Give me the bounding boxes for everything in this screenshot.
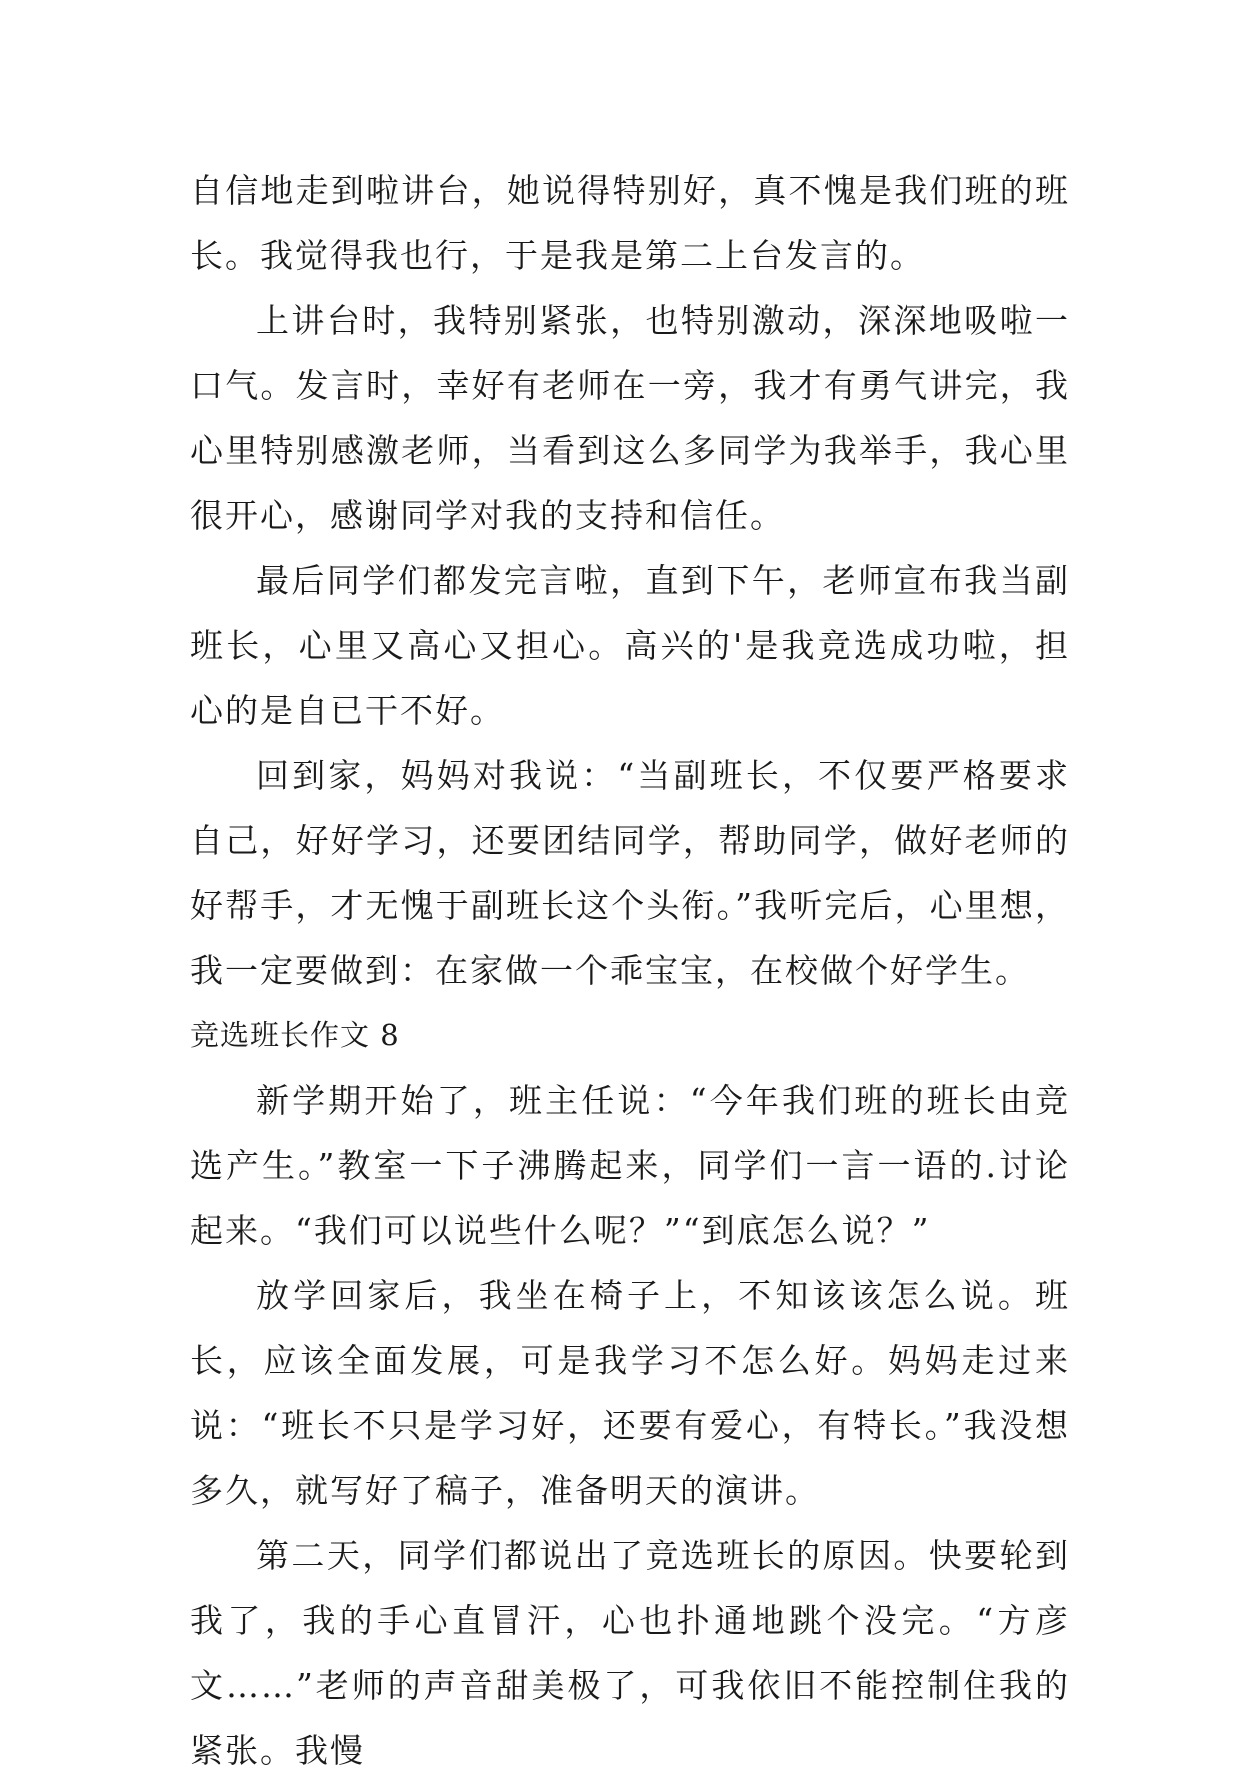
essay-paragraph-1: 新学期开始了，班主任说：“今年我们班的班长由竞选产生。”教室一下子沸腾起来，同学们一言一语的.讨论起来。“我们可以说些什么呢？”“到底怎么说？” <box>190 1081 1070 1250</box>
essay-heading: 竞选班长作文 8 <box>190 1018 400 1052</box>
essay-paragraph-2: 放学回家后，我坐在椅子上，不知该该怎么说。班长，应该全面发展，可是我学习不怎么好。妈妈走过来说：“班长不只是学习好，还要有爱心，有特长。”我没想多久，就写好了稿子，准备明天的演讲。 <box>190 1276 1070 1510</box>
paragraph-2: 上讲台时，我特别紧张，也特别激动，深深地吸啦一口气。发言时，幸好有老师在一旁，我才有勇气讲完，我心里特别感激老师，当看到这么多同学为我举手，我心里很开心，感谢同学对我的支持和信任。 <box>190 301 1070 535</box>
document-body <box>190 158 1070 1783</box>
paragraph-4: 回到家，妈妈对我说：“当副班长，不仅要严格要求自己，好好学习，还要团结同学，帮助同学，做好老师的好帮手，才无愧于副班长这个头衔。”我听完后，心里想，我一定要做到：在家做一个乖宝宝，在校做个好学生。 <box>190 756 1070 990</box>
paragraph-3: 最后同学们都发完言啦，直到下午，老师宣布我当副班长，心里又高心又担心。高兴的'是我竞选成功啦，担心的是自已干不好。 <box>190 561 1070 730</box>
essay-paragraph-3: 第二天，同学们都说出了竞选班长的原因。快要轮到我了，我的手心直冒汗，心也扑通地跳个没完。“方彦文……”老师的声音甜美极了，可我依旧不能控制住我的紧张。我慢 <box>190 1536 1070 1770</box>
paragraph-1: 自信地走到啦讲台，她说得特别好，真不愧是我们班的班长。我觉得我也行，于是我是第二上台发言的。 <box>190 171 1070 275</box>
